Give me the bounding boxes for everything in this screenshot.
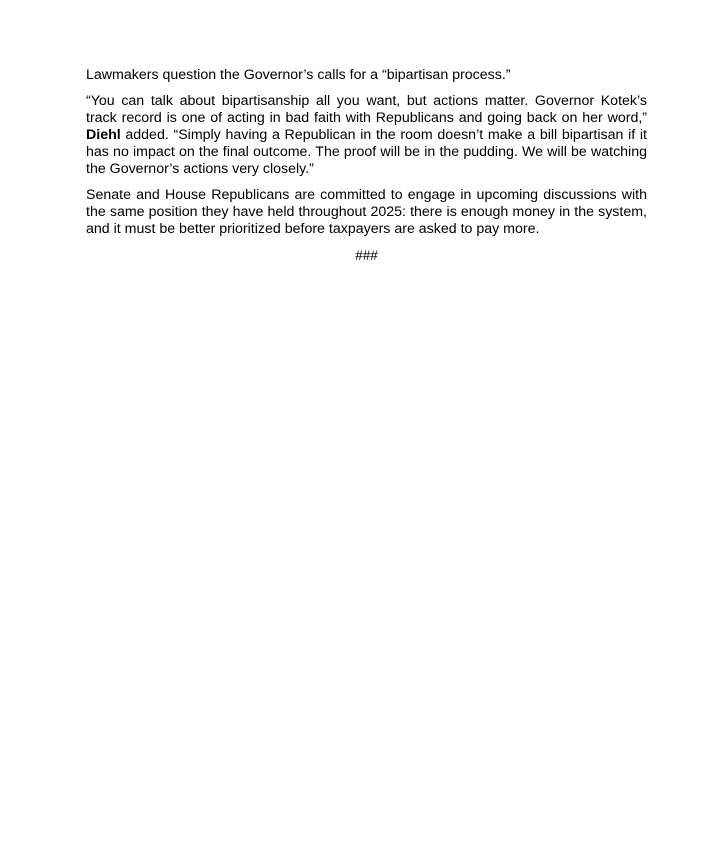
quote-text-before: “You can talk about bipartisanship all you want, but actions matter. Governor Kotek’s track record is one of acting in bad faith with Republicans and going back on her word,” [86, 93, 647, 126]
end-mark: ### [355, 248, 378, 263]
speaker-name: Diehl [86, 127, 121, 143]
document-body [86, 67, 647, 264]
quote-text-after: added. “Simply having a Republican in the room doesn’t make a bill bipartisan if it has no impact on the final outcome. The proof will be in the pudding. We will be watching the Governor’s actions very closely.” [86, 127, 647, 177]
paragraph-intro: Lawmakers question the Governor’s calls for a “bipartisan process.” [86, 67, 511, 83]
paragraph-quote [86, 93, 647, 178]
paragraph-position: Senate and House Republicans are committed to engage in upcoming discussions with the same position they have held throughout 2025: there is enough money in the system, and it must be better prioritized before taxpayers are asked to pay more. [86, 187, 647, 237]
